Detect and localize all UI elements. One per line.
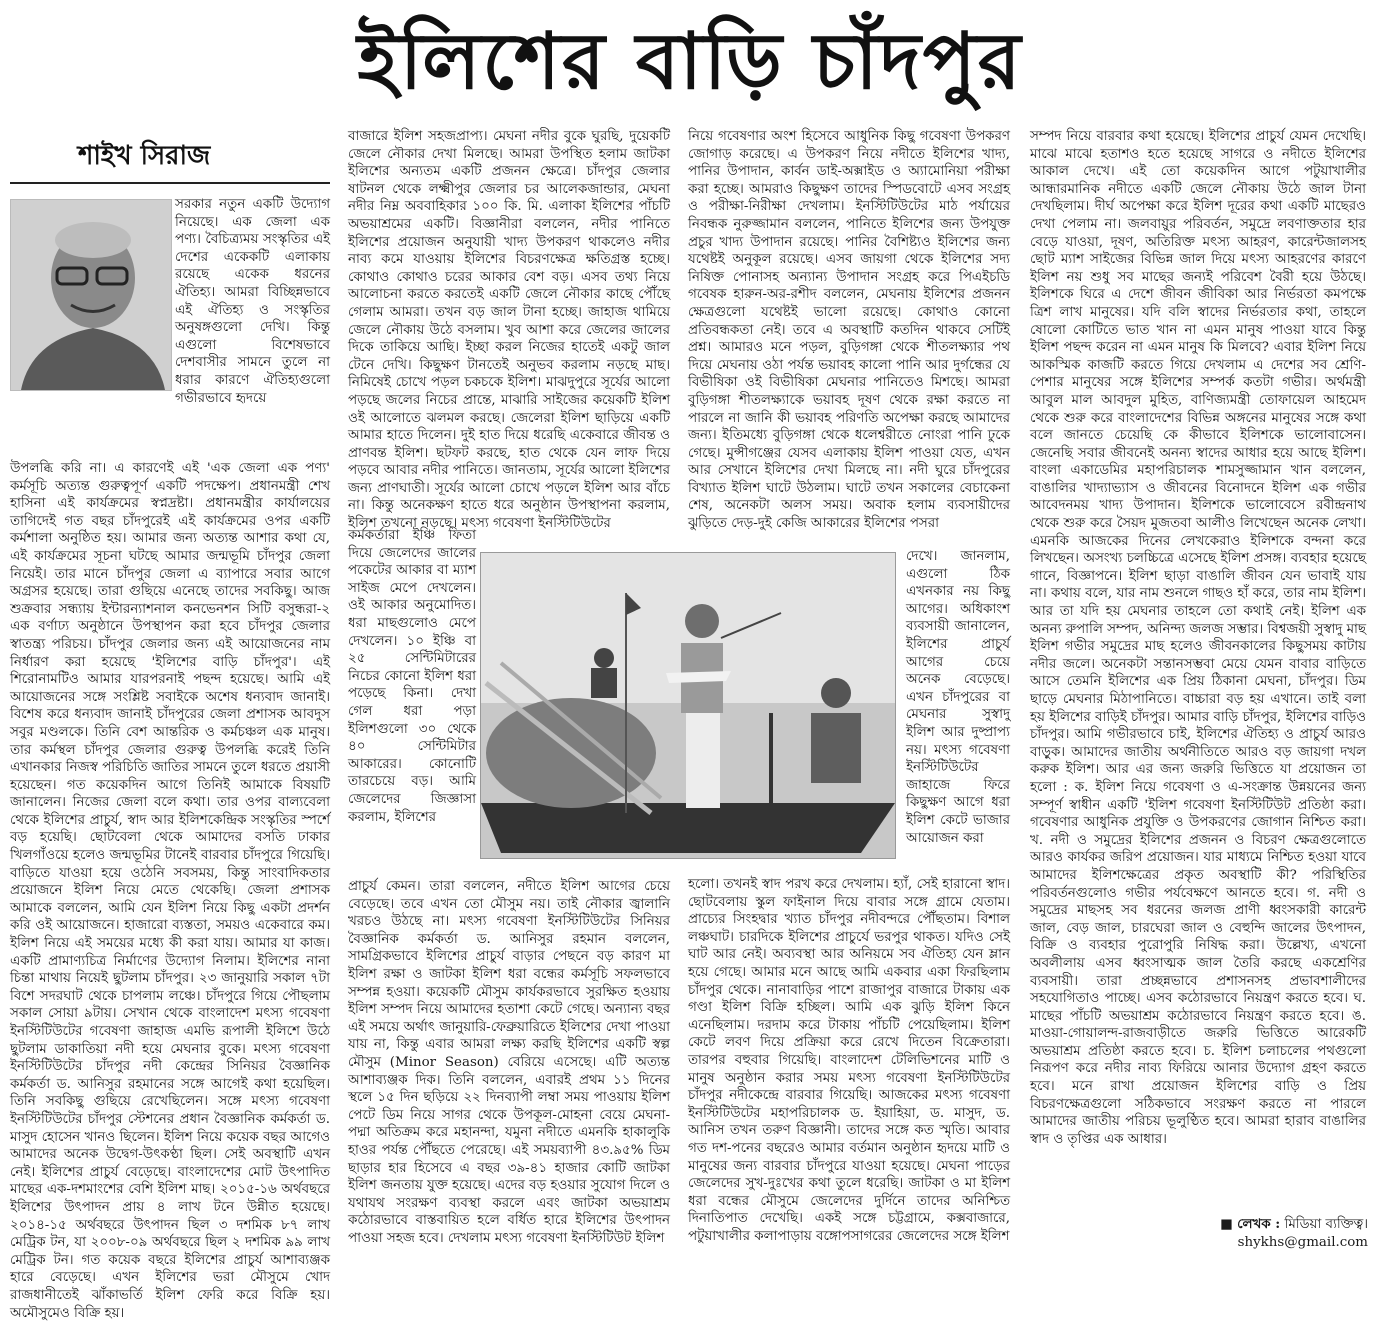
column-3-middle [906,548,1010,870]
column-1-intro [175,196,330,458]
column-3-top [688,128,1010,548]
author-portrait-graphic [11,200,171,390]
column-3-bottom [688,876,1010,1256]
headline: ইলিশের বাড়ি চাঁদপুর [357,17,1023,107]
author-role-line [1198,1215,1368,1234]
column-1-body [10,460,330,1321]
byline: শাইখ সিরাজ [78,141,211,171]
column-2-bottom-text: প্রাচুর্য কেমন। তারা বললেন, নদীতে ইলিশ আগের চেয়ে বেড়েছে। তবে এখন তো মৌসুম নয়। তাই নৌকার জ্বালানি খরচও উঠছে না। মৎস্য গবেষণা ইনস্টিটিউটের সিনিয়র বৈজ্ঞানিক কর্মকর্তা ড. আনিসুর রহমান বললেন, সামগ্রিকভাবে ইলিশের প্রাচুর্য বাড়ার পেছনে বড় কারণ মা ইলিশ রক্ষা ও জাটকা ইলিশ ধরা বন্ধের কর্মসূচি সফলভাবে সম্পন্ন হওয়া। কয়েকটি মৌসুম কার্যকরভাবে সুরক্ষিত হওয়ায় ইলিশ সম্পদ নিয়ে আমাদের হতাশা কেটে গেছে। অন্যান্য বছর এই সময়ে অর্থাৎ জানুয়ারি-ফেব্রুয়ারিতে ইলিশের দেখা পাওয়া যায় না, কিন্তু এবার আমরা লক্ষ্য করছি ইলিশের একটি স্বল্প মৌসুম (Minor Season) বেরিয়ে এসেছে। এটি অত্যন্ত আশাব্যঞ্জক দিক। তিনি বললেন, এবারই প্রথম ১১ দিনের স্থলে ১৫ দিন ছড়িয়ে ২২ দিনব্যাপী লম্বা সময় পাওয়ায় ইলিশ পেটে ডিম নিয়ে সাগর থেকে উপকূল-মোহনা বেয়ে মেঘনা-পদ্মা অতিক্রম করে মহানন্দা, যমুনা নদীতে এমনকি হাকালুকি হাওর পর্যন্ত পৌঁছতে পেরেছে। এই সময়ব্যাপী ৪৩.৯৫% ডিম ছাড়ার হার হিসেবে এ বছর ৩৯-৪১ হাজার কোটি জাটকা ইলিশ জনতায় যুক্ত হয়েছে। এদের বড় হওয়ার সুযোগ দিলে ও যথাযথ সংরক্ষণ ব্যবস্থা করলে এবং জাটকা অভয়াশ্রম কঠোরভাবে বাস্তবায়িত হলে বর্ধিত হারে ইলিশের উৎপাদন পাওয়া সহজ হবে। দেখলাম মৎস্য গবেষণা ইনস্টিটিউট ইলিশ [348,879,670,1246]
column-3-top-text: নিয়ে গবেষণার অংশ হিসেবে আধুনিক কিছু গবেষণা উপকরণ জোগাড় করেছে। এ উপকরণ নিয়ে নদীতে ইলিশের খাদ্য, পানির উপাদান, কার্বন ডাই-অক্সাইড ও অ্যামোনিয়া পরীক্ষা করা হচ্ছে। আমরাও কিছুক্ষণ তাদের স্পিডবোটে এসব সংগ্রহ ও পরীক্ষা-নিরীক্ষা দেখলাম। ইনস্টিটিউটের মাঠ পর্যায়ের নিবন্ধক নুরুজ্জামান বললেন, পানিতে ইলিশের জন্য উপযুক্ত প্রচুর খাদ্য উপাদান রয়েছে। পানির বৈশিষ্ট্যও ইলিশের জন্য যথেষ্টই অনুকূল রয়েছে। এসব জায়গা থেকে ইলিশের সদ্য নিষিক্ত পোনাসহ অন্যান্য উপাদান সংগ্রহ করে পিএইচডি গবেষক হারুন-অর-রশীদ বললেন, মেঘনায় ইলিশের প্রজনন ক্ষেত্রগুলো যথেষ্টই ভালো রয়েছে। কোথাও কোনো প্রতিবন্ধকতা নেই। তবে এ অবস্থাটি কতদিন থাকবে সেটিই প্রশ্ন। আমারও মনে পড়ল, বুড়িগঙ্গা থেকে শীতলক্ষ্যার পথ দিয়ে মেঘনায় ওঠা পর্যন্ত ভয়াবহ কালো পানি আর দুর্গন্ধের যে বিভীষিকা ওই বিভীষিকা মেঘনার পানিতেও মিশছে। আমরা বুড়িগঙ্গা শীতলক্ষ্যাকে ভয়াবহ দূষণ থেকে রক্ষা করতে না পারলে না জানি কী ভয়াবহ পরিণতি অপেক্ষা করছে আমাদের জন্য। ইতিমধ্যে বুড়িগঙ্গা থেকে ধলেশ্বরীতে নোংরা পানি ঢুকে গেছে। মুন্সীগঞ্জের যেসব এলাকায় ইলিশ পাওয়া যেত, এখন আর সেখানে ইলিশের দেখা মিলছে না। নদী ঘুরে চাঁদপুরের বিখ্যাত ইলিশ ঘাটে উঠলাম। ঘাটে তখন সকালের বেচাকেনা শেষ, অনেকটা অলস সময়। অবাক হলাম ব্যবসায়ীদের ঝুড়িতে দেড়-দুই কেজি আকারের ইলিশের পসরা [688,129,1010,532]
column-4-text: সম্পদ নিয়ে বারবার কথা হয়েছে। ইলিশের প্রাচুর্য যেমন দেখেছি। মাঝে মাঝে হতাশও হতে হয়েছে সাগরে ও নদীতে ইলিশের আকাল দেখে। এই তো কয়েকদিন আগে পটুয়াখালীর আন্ধারমানিক নদীতে একটি জেলে নৌকায় উঠে জাল টানা দেখছিলাম। দীর্ঘ অপেক্ষা করে ইলিশ দূরের কথা একটি মাছেরও দেখা পেলাম না। জলবায়ুর পরিবর্তন, সমুদ্রে লবণাক্ততার হার বেড়ে যাওয়া, দূষণ, অতিরিক্ত মৎস্য আহরণ, কারেন্টজালসহ ছোট ম্যাশ সাইজের বিভিন্ন জাল দিয়ে মৎস্য আহরণের কারণে ইলিশ নয় শুধু সব মাছের জন্যই পরিবেশ বৈরী হয়ে উঠছে। ইলিশকে ঘিরে এ দেশে জীবন জীবিকা আর নির্ভরতা কমপক্ষে ত্রিশ লাখ মানুষের। যদি বলি স্বাদের নির্ভরতার কথা, তাহলে ষোলো কোটিতে ভাত খান না এমন মানুষ পাওয়া যাবে কিন্তু ইলিশ পছন্দ করেন না এমন মানুষ কি মিলবে? এবার ইলিশ নিয়ে আকস্মিক কাজটি করতে গিয়ে দেখলাম এ দেশের সব শ্রেণি-পেশার মানুষের সঙ্গে ইলিশের সম্পর্ক কতটা গভীর। অর্থমন্ত্রী আবুল মাল আবদুল মুহিত, বাণিজ্যমন্ত্রী তোফায়েল আহমেদ থেকে শুরু করে বাংলাদেশের বিভিন্ন অঙ্গনের মানুষের সঙ্গে কথা বলে জানতে চেয়েছি কে কীভাবে ইলিশকে ভালোবাসেন। জেনেছি সবার জীবনেই অনন্য স্বাদের আধার হয়ে আছে ইলিশ। বাংলা একাডেমির মহাপরিচালক শামসুজ্জামান খান বললেন, বাঙালির খাদ্যাভ্যাস ও জীবনের বিনোদনে ইলিশ এক গভীর আবেদনময় খাদ্য উপাদান। ইলিশকে ভালোবেসে রবীন্দ্রনাথ থেকে শুরু করে সৈয়দ মুজতবা আলীও লিখেছেন অনেক লেখা। এমনকি আজকের দিনের লেখকেরাও ইলিশকে বন্দনা করে লিখছেন। অসংখ্য চলচ্চিত্রে এসেছে ইলিশ প্রসঙ্গ। ব্যবহার হয়েছে গানে, বিজ্ঞাপনে। ইলিশ ছাড়া বাঙালি জীবন যেন ভাবাই যায় না। কথায় বলে, যার নাম শুনলে গাছও হাঁ করে, তার নাম ইলিশ। আর তা যদি হয় মেঘনার তাহলে তো কথাই নেই। ইলিশ এক অনন্য রুপালি সম্পদ, অনিন্দ্য জলজ সম্ভার। বিশ্বজয়ী সুস্বাদু মাছ ইলিশ গভীর সমুদ্রের মাছ হলেও জীবনকালের কিছুসময় কাটায় নদীর জলে। অনেকটা সন্তানসম্ভবা মেয়ে যেমন বাবার বাড়িতে আসে তেমনি ইলিশের এক প্রিয় ঠিকানা মেঘনা, চাঁদপুর। ডিম ছাড়ে মেঘনার মিঠাপানিতে। বাচ্চারা বড় হয় এখানে। তাই বলা হয় ইলিশের বাড়িই চাঁদপুর। আমার বাড়ি চাঁদপুর, ইলিশের বাড়িও চাঁদপুর। আমি গভীরভাবে চাই, ইলিশের ঐতিহ্য ও প্রাচুর্য আরও বাড়ুক। আমাদের জাতীয় অর্থনীতিতে আরও বড় জায়গা দখল করুক ইলিশ। আর এর জন্য জরুরি ভিত্তিতে যা প্রয়োজন তা হলো : ক. ইলিশ নিয়ে গবেষণা ও এ-সংক্রান্ত উন্নয়নের জন্য সম্পূর্ণ স্বাধীন একটি 'ইলিশ গবেষণা ইনস্টিটিউট প্রতিষ্ঠা করা। গবেষণার আধুনিক প্রযুক্তি ও উপকরণের জোগান নিশ্চিত করা। খ. নদী ও সমুদ্রের ইলিশের প্রজনন ও বিচরণ ক্ষেত্রগুলোতে আরও কার্যকর জরিপ প্রয়োজন। যার মাধ্যমে নিশ্চিত হওয়া যাবে আমাদের ইলিশক্ষেত্রের প্রকৃত অবস্থাটি কী? পরিস্থিতির পরিবর্তনগুলোও গভীর পর্যবেক্ষণে আনতে হবে। গ. নদী ও সমুদ্রের মাছসহ সব ধরনের জলজ প্রাণী ধ্বংসকারী কারেন্ট জাল, বেড় জাল, চারঘেরা জাল ও বেহুন্দি জালের উৎপাদন, বিক্রি ও ব্যবহার পুরোপুরি নিষিদ্ধ করা। উল্লেখ্য, এখনো অবলীলায় এসব ধ্বংসাত্মক জাল তৈরি করছে একশ্রেণির ব্যবসায়ী। তারা প্রচ্ছন্নভাবে প্রশাসনসহ প্রভাবশালীদের সহযোগিতাও পাচ্ছে। এসব কঠোরভাবে নিয়ন্ত্রণ করতে হবে। ঘ. মাছের পাঁচটি অভয়াশ্রম কঠোরভাবে নিয়ন্ত্রণ করতে হবে। ঙ. মাওয়া-গোয়ালন্দ-রাজবাড়ীতে জরুরি ভিত্তিতে আরেকটি অভয়াশ্রম প্রতিষ্ঠা করতে হবে। চ. ইলিশ চলাচলের পথগুলো নিরূপণ করে নদীর নাব্য ফিরিয়ে আনার উদ্যোগ গ্রহণ করতে হবে। মনে রাখা প্রয়োজন ইলিশের বাড়ি ও প্রিয় বিচরণক্ষেত্রগুলো সঠিকভাবে সংরক্ষণ করতে না পারলে আমাদের জাতীয় পরিচয় ভূলুণ্ঠিত হবে। আমরা হারাব বাঙালির স্বাদ ও তৃপ্তির এক আধার। [1030,129,1366,1147]
boat-photo [480,552,896,859]
author-note [1198,1215,1368,1252]
column-1-body-text: উপলব্ধি করি না। এ কারণেই এই 'এক জেলা এক পণ্য' কর্মসূচি অত্যন্ত গুরুত্বপূর্ণ একটি পদক্ষেপ। প্রধানমন্ত্রী শেখ হাসিনা এই কার্যক্রমের স্বপ্নদ্রষ্টা। প্রধানমন্ত্রীর কার্যালয়ের তাগিদেই গত বছর চাঁদপুরেই এই কার্যক্রমের ওপর একটি কর্মশালা অনুষ্ঠিত হয়। আমার জন্য অত্যন্ত আশার কথা যে, এই কার্যক্রমের সূচনা ঘটছে আমার জন্মভূমি চাঁদপুর জেলা নিয়েই। তার মানে চাঁদপুর জেলা এ ব্যাপারে সবার আগে অগ্রসর হয়েছে। তারা গুছিয়ে এনেছে তাদের সবকিছু। আজ শুক্রবার সন্ধ্যায় ইন্টারন্যাশনাল কনভেনশন সিটি বসুন্ধরা-২ এক বর্ণাঢ্য অনুষ্ঠানে উপস্থাপন করা হবে চাঁদপুর জেলার স্বাতন্ত্র্য পরিচয়। চাঁদপুর জেলার জন্য এই আয়োজনের নাম নির্ধারণ করা হয়েছে 'ইলিশের বাড়ি চাঁদপুর'। এই শিরোনামটিও আমার যারপরনাই পছন্দ হয়েছে। আমি এই আয়োজনের সঙ্গে সংশ্লিষ্ট সবাইকে অশেষ ধন্যবাদ জানাই। বিশেষ করে ধন্যবাদ জানাই চাঁদপুরের জেলা প্রশাসক আবদুস সবুর মণ্ডলকে। তিনি বেশ আন্তরিক ও কর্মচঞ্চল এক মানুষ। তার কর্মস্থল চাঁদপুর জেলার গুরুত্ব উপলব্ধি করেই তিনি এখানকার নিজস্ব পরিচিতি জাতির সামনে তুলে ধরতে প্রয়াসী হয়েছেন। গত কয়েকদিন আগে তিনিই আমাকে বিষয়টি জানালেন। নিজের জেলা বলে কথা। তার ওপর বাল্যবেলা থেকে ইলিশের প্রাচুর্য, স্বাদ আর ইলিশকেন্দ্রিক সংস্কৃতির স্পর্শে বড় হয়েছি। ছোটবেলা থেকে আমাদের বসতি ঢাকার খিলগাঁওয়ে হলেও জন্মভূমির টানেই বারবার চাঁদপুরে গিয়েছি। বাড়িতে যাওয়া হয়ে ওঠেনি সবসময়, কিন্তু সাংবাদিকতার প্রয়োজনে ইলিশ নিয়ে মেতে থেকেছি। জেলা প্রশাসক আমাকে বললেন, আমি যেন ইলিশ নিয়ে কিছু একটা প্রদর্শন করি ওই আয়োজনে। হাজারো ব্যস্ততা, সময়ও একেবারে কম। ইলিশ নিয়ে এই সময়ের মধ্যে কী করা যায়। আমার যা কাজ। একটি প্রামাণ্যচিত্র নির্মাণের উদ্যোগ নিলাম। ইলিশের নানা চিন্তা মাথায় নিয়েই ছুটলাম চাঁদপুর। ২৩ জানুয়ারি সকাল ৭টা বিশে সদরঘাট থেকে চাপলাম লঞ্চে। চাঁদপুরে গিয়ে পৌছলাম সকাল সোয়া ৯টায়। সেখান থেকে বাংলাদেশ মৎস্য গবেষণা ইনস্টিটিউটের গবেষণা জাহাজ এমভি রূপালী ইলিশে উঠে ছুটলাম ডাকাতিয়া নদী হয়ে মেঘনার বুকে। মৎস্য গবেষণা ইনস্টিটিউটের চাঁদপুর নদী কেন্দ্রের সিনিয়র বৈজ্ঞানিক কর্মকর্তা ড. আনিসুর রহমানের সঙ্গে আগেই কথা হয়েছিল। তিনি সবকিছু গুছিয়ে রেখেছিলেন। সঙ্গে মৎস্য গবেষণা ইনস্টিটিউটের চাঁদপুর স্টেশনের প্রধান বৈজ্ঞানিক কর্মকর্তা ড. মাসুদ হোসেন খানও ছিলেন। ইলিশ নিয়ে কয়েক বছর আগেও আমাদের অনেক উদ্বেগ-উৎকণ্ঠা ছিল। সেই অবস্থাটি এখন নেই। ইলিশের প্রাচুর্য বেড়েছে। বাংলাদেশের মোট উৎপাদিত মাছের এক-দশমাংশের বেশি ইলিশ মাছ। ২০১৫-১৬ অর্থবছরে ইলিশের উৎপাদন প্রায় ৪ লাখ টনে উন্নীত হয়েছে। ২০১৪-১৫ অর্থবছরে উৎপাদন ছিল ৩ দশমিক ৮৭ লাখ মেট্রিক টন, যা ২০০৮-০৯ অর্থবছরে ছিল ২ দশমিক ৯৯ লাখ মেট্রিক টন। গত কয়েক বছরে ইলিশের প্রাচুর্য আশাব্যঞ্জক হারে বেড়েছে। এখন ইলিশের ভরা মৌসুমে খোদ রাজধানীতেই ঝাঁকাভর্তি ইলিশ ফেরি করে বিক্রি হয়। অমৌসুমেও বিক্রি হয়। [10,461,330,1321]
author-note-role: মিডিয়া ব্যক্তিত্ব। [1284,1217,1368,1232]
boat-photo-graphic [481,553,895,858]
column-3-bottom-text: হলো। তখনই স্বাদ পরখ করে দেখলাম। হ্যাঁ, সেই হারানো স্বাদ। ছোটবেলায় স্কুল ফাইনাল দিয়ে বাবার সঙ্গে গ্রামে যেতাম। প্রাচ্যের সিংহদ্বার খ্যাত চাঁদপুর নদীবন্দরে পৌঁছতাম। বিশাল লঞ্চঘাট। চারদিকে ইলিশের প্রাচুর্যে ভরপুর থাকত। যদিও সেই ঘাট আর নেই। অব্যবস্থা আর অনিয়মে সব ঐতিহ্য যেন ম্লান হয়ে গেছে। আমার মনে আছে আমি একবার একা ফিরছিলাম চাঁদপুর থেকে। নানাবাড়ির পাশে রাজাপুর বাজারে টাকায় এক গণ্ডা ইলিশ বিক্রি হচ্ছিল। আমি এক ঝুড়ি ইলিশ কিনে এনেছিলাম। দরদাম করে টাকায় পাঁচটি পেয়েছিলাম। ইলিশ কেটে লবণ দিয়ে প্রক্রিয়া করে রেখে দিতেন বিক্রেতারা। তারপর বহুবার গিয়েছি। বাংলাদেশ টেলিভিশনের মাটি ও মানুষ অনুষ্ঠান করার সময় মৎস্য গবেষণা ইনস্টিটিউটের চাঁদপুর নদীকেন্দ্রে বারবার গিয়েছি। আজকের মৎস্য গবেষণা ইনস্টিটিউটের মহাপরিচালক ড. ইয়াহিয়া, ড. মাসুদ, ড. আনিস তখন তরুণ বিজ্ঞানী। তাদের সঙ্গে কত স্মৃতি। আবার গত দশ-পনের বছরেও আমার বর্তমান অনুষ্ঠান হৃদয়ে মাটি ও মানুষের জন্য বারবার চাঁদপুরে যাওয়া হয়েছে। মেঘনা পাড়ের জেলেদের সুখ-দুঃখের কথা তুলে ধরেছি। জাটকা ও মা ইলিশ ধরা বন্ধের মৌসুমে জেলেদের দুর্দিনে তাদের অনিশ্চিত দিনাতিপাত দেখেছি। একই সঙ্গে চট্টগ্রামে, কক্সবাজারে, পটুয়াখালীর কলাপাড়ায় বঙ্গোপসাগরের জেলেদের সঙ্গে ইলিশ [688,877,1010,1244]
author-note-label: লেখক : [1237,1216,1281,1232]
author-portrait [10,199,172,391]
column-2-top-text: বাজারে ইলিশ সহজপ্রাপ্য। মেঘনা নদীর বুকে ঘুরছি, দুয়েকটি জেলে নৌকার দেখা মিলছে। আমরা উপস্থিত হলাম জাটকা ইলিশের অন্যতম একটি প্রজনন ক্ষেত্রে। চাঁদপুর জেলার ষাটনল থেকে লক্ষ্মীপুর জেলার চর আলেকজান্ডার, মেঘনা নদীর নিম্ন অববাহিকার ১০০ কি. মি. এলাকা ইলিশের পাঁচটি অভয়াশ্রমের একটি। বিজ্ঞানীরা বললেন, নদীর পানিতে ইলিশের প্রয়োজন অনুযায়ী খাদ্য উপকরণ থাকলেও নদীর নাব্য কমে যাওয়ায় ইলিশের বিচরণক্ষেত্র ক্ষতিগ্রস্ত হচ্ছে। কোথাও কোথাও চরের আকার বেশ বড়। এসব তথ্য নিয়ে আলোচনা করতে করতেই একটি জেলে নৌকার কাছে পৌঁছে গেলাম আমরা। তখন বড় জাল টানা হচ্ছে। জাহাজ থামিয়ে জেলে নৌকায় উঠে বসলাম। খুব আশা করে জেলের জালের দিকে তাকিয়ে আছি। ইচ্ছা করল নিজের হাতেই একটু জাল টেনে দেখি। কিছুক্ষণ টানতেই অনুভব করলাম নড়ছে মাছ। নিমিষেই চোখে পড়ল চকচকে ইলিশ। মাঝদুপুরে সূর্যের আলো পড়ছে জলের নিচের প্রান্তে, মাঝারি সাইজের কয়েকটি ইলিশ ওই আলোতে ঝলমল করছে। জেলেরা ইলিশ ছাড়িয়ে একটি আমার হাতে দিলেন। দুই হাত দিয়ে ধরেছি একেবারে জীবন্ত ও প্রাণবন্ত ইলিশ। ছটফট করছে, হাত থেকে যেন লাফ দিয়ে পড়বে আবার নদীর পানিতে। জানতাম, সূর্যের আলো ইলিশের জন্য প্রাণঘাতী। সূর্যের আলো চোখে পড়লে ইলিশ আর বাঁচে না। কিন্তু অনেকক্ষণ হাতে ধরে অনুষ্ঠান উপস্থাপনা করলাম, ইলিশ তখনো নড়ছে। মৎস্য গবেষণা ইনস্টিটিউটের [348,129,670,532]
column-2-middle-text: কর্মকর্তারা ইঞ্চি ফিতা দিয়ে জেলেদের জালের পকেটের আকার বা ম্যাশ সাইজ মেপে দেখলেন। ওই আকার অনুমোদিত। ধরা মাছগুলোও মেপে দেখলেন। ১০ ইঞ্চি বা ২৫ সেন্টিমিটারের নিচের কোনো ইলিশ ধরা পড়েছে কিনা। দেখা গেল ধরা পড়া ইলিশগুলো ৩০ থেকে ৪০ সেন্টিমিটার আকারের। কোনোটি তারচেয়ে বড়। আমি জেলেদের জিজ্ঞাসা করলাম, ইলিশের [348,528,476,825]
author-email[interactable]: shykhs@gmail.com [1237,1235,1368,1250]
column-2-middle [348,527,476,899]
column-1-intro-text: সরকার নতুন একটি উদ্যোগ নিয়েছে। এক জেলা এক পণ্য। বৈচিত্র্যময় সংস্কৃতির এই দেশের একেকটি এলাকায় রয়েছে একেক ধরনের ঐতিহ্য। আমরা বিচ্ছিন্নভাবে এই ঐতিহ্য ও সংস্কৃতির অনুষঙ্গগুলো দেখি। কিন্তু এগুলো বিশেষভাবে দেশবাসীর সামনে তুলে না ধরার কারণে ঐতিহ্যগুলো গভীরভাবে হৃদয়ে [175,197,330,406]
column-4 [1030,128,1366,1213]
square-bullet-icon: ■ [1220,1217,1233,1232]
column-2-bottom [348,878,670,1256]
column-3-middle-text: দেখে। জানলাম, এগুলো ঠিক এখনকার নয় কিছু আগের। অধিকাংশ ব্যবসায়ী জানালেন, ইলিশের প্রাচুর্য আগের চেয়ে অনেক বেড়েছে। এখন চাঁদপুরের বা মেঘনার সুস্বাদু ইলিশ আর দুষ্প্রাপ্য নয়। মৎস্য গবেষণা ইনস্টিটিউটের জাহাজে ফিরে কিছুক্ষণ আগে ধরা ইলিশ কেটে ভাজার আয়োজন করা [906,549,1010,846]
byline-rule [10,182,330,184]
column-2-top [348,128,670,532]
